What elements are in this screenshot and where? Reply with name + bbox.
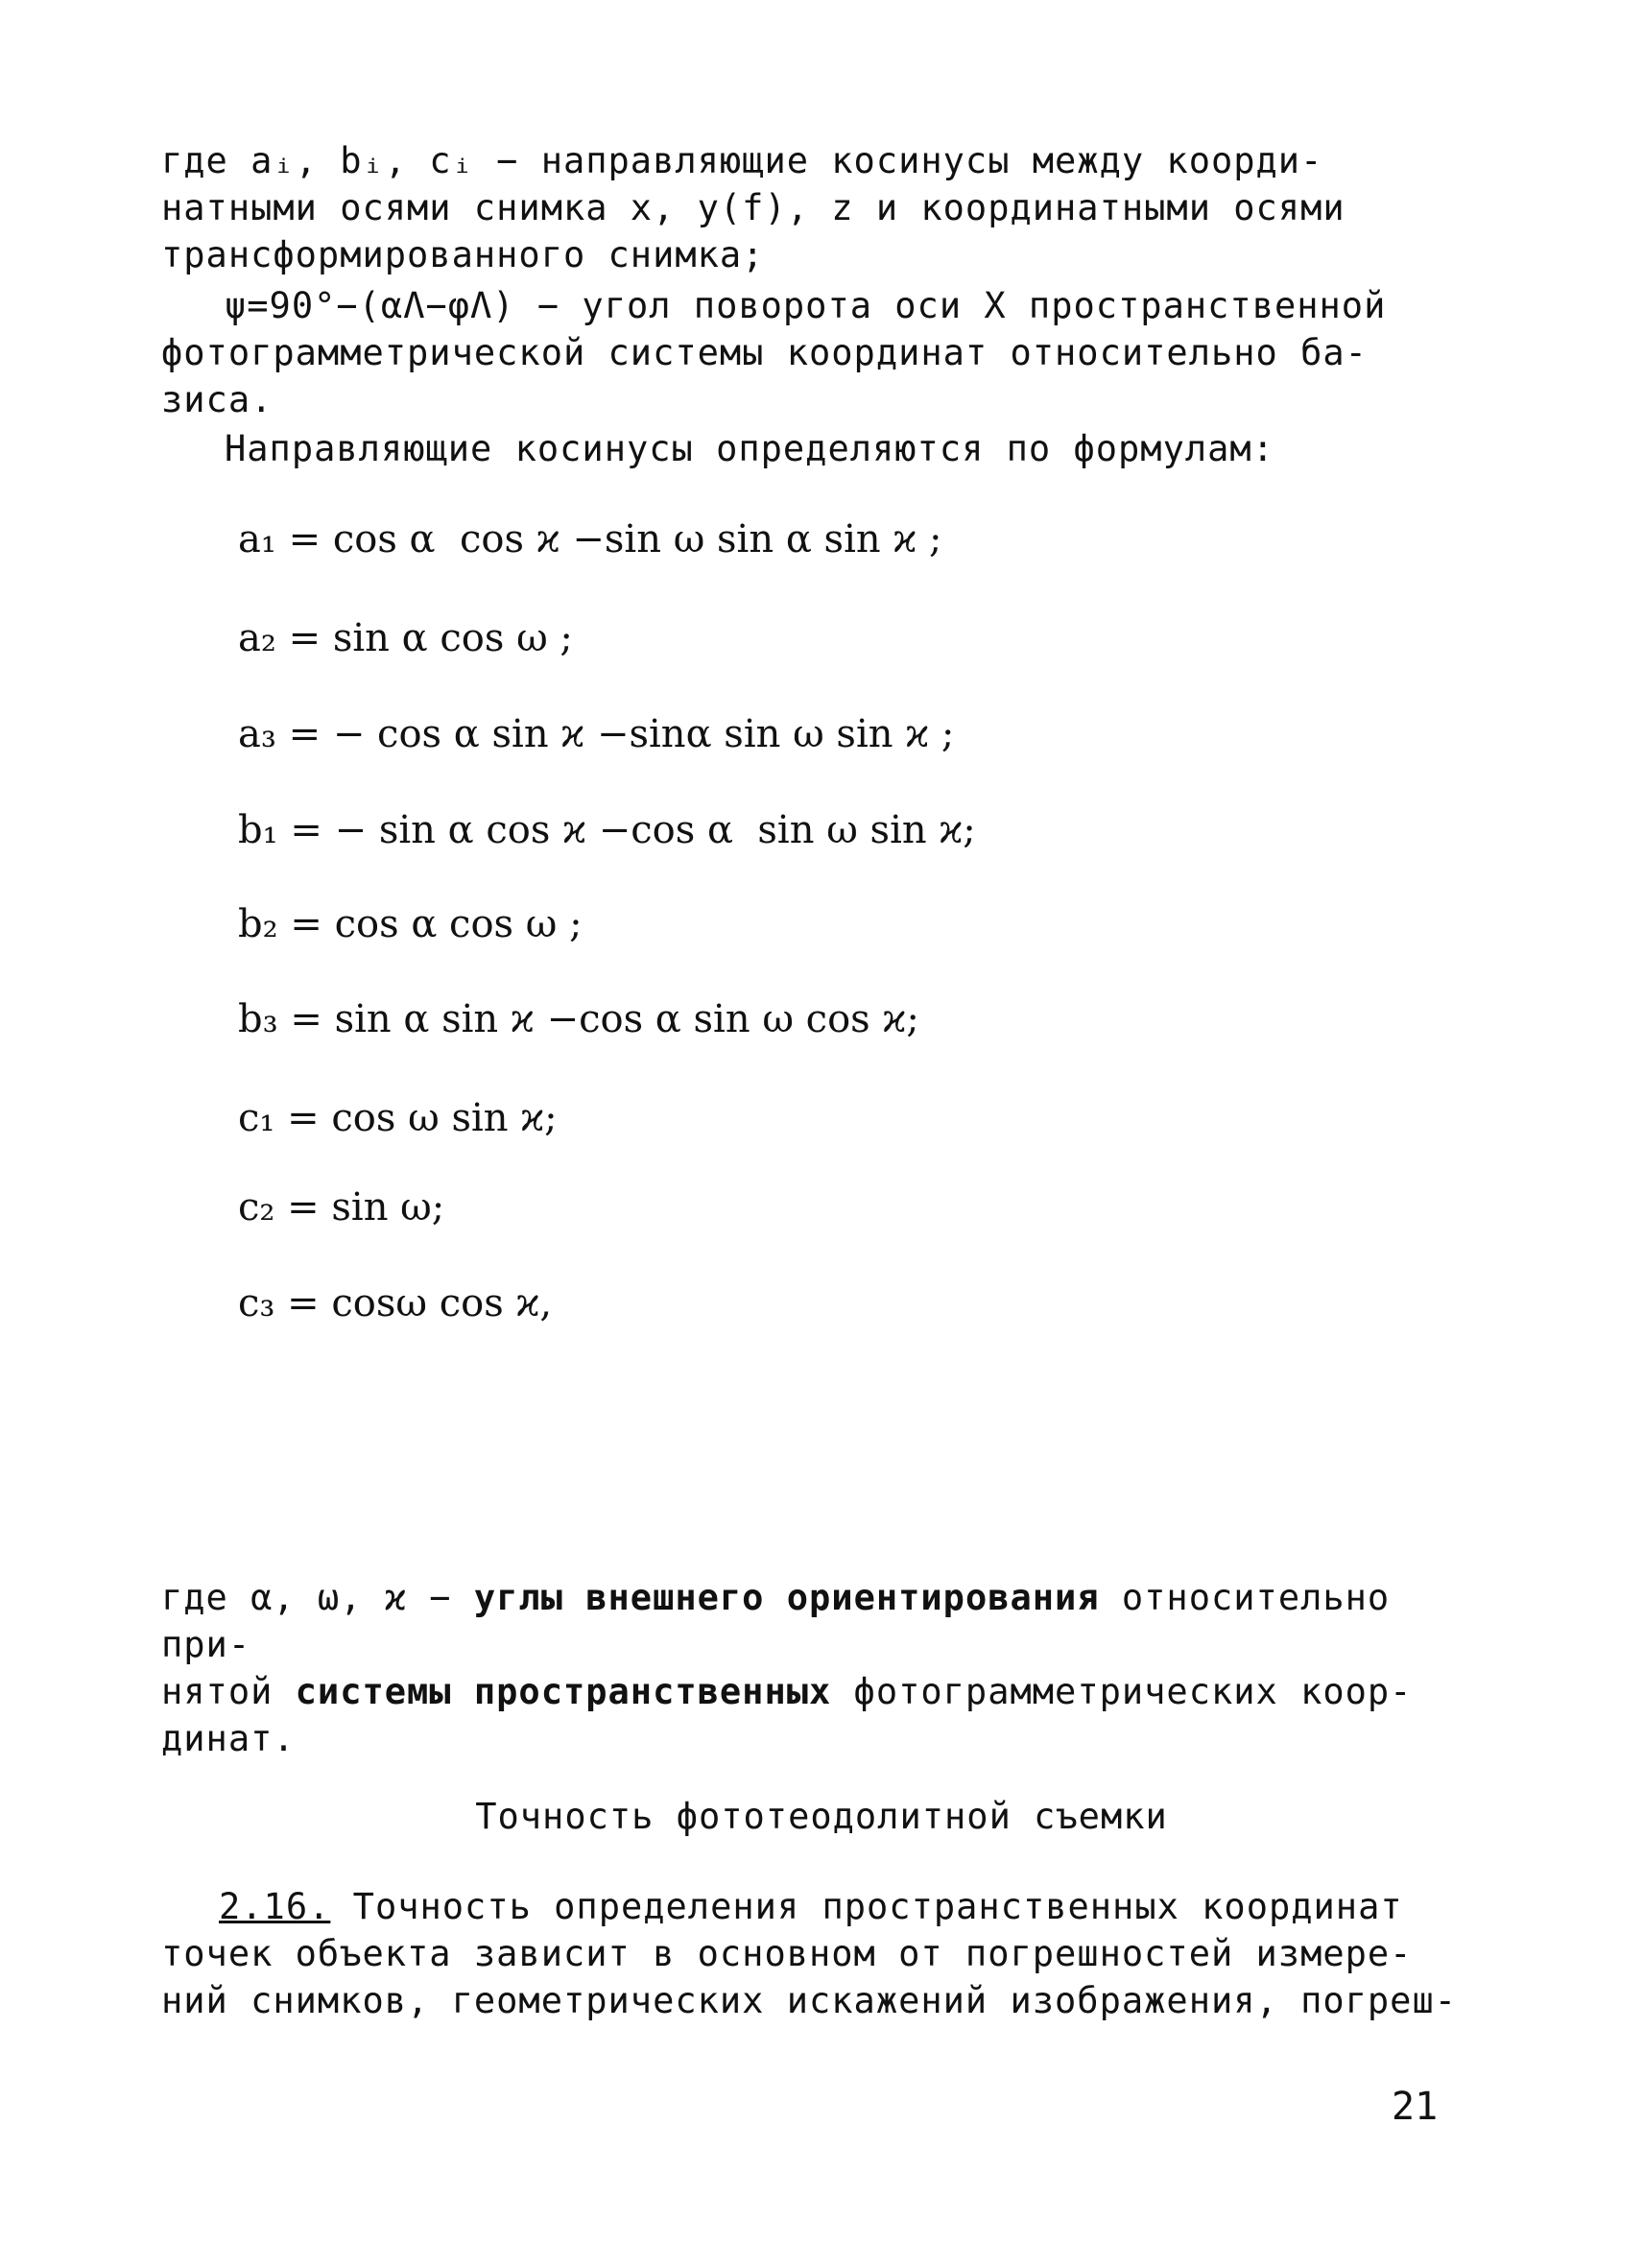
- psi-line-1: ψ=90°−(αΛ−φΛ) − угол поворота оси X пространственной: [225, 285, 1387, 326]
- formula-c2: c₂ = sin ω;: [238, 1185, 445, 1229]
- section-216-line-3: ний снимков, геометрических искажений изображения, погреш-: [161, 1980, 1458, 2021]
- psi-line-2: фотограмметрической системы координат относительно ба-: [161, 332, 1368, 373]
- angles-definition-paragraph: [161, 1574, 1457, 1762]
- angles-prefix: где α, ω, ϰ −: [161, 1577, 474, 1618]
- formula-c1: c₁ = cos ω sin ϰ;: [238, 1096, 558, 1140]
- angles-rest-1: относительно при-: [161, 1577, 1391, 1665]
- intro-paragraph: [161, 137, 1457, 278]
- intro-line-3: трансформированного снимка;: [161, 234, 765, 275]
- formula-b1: b₁ = − sin α cos ϰ −cos α sin ω sin ϰ;: [238, 808, 976, 852]
- angles-bold-2: системы пространственных: [295, 1671, 832, 1712]
- section-216-number: 2.16.: [219, 1886, 331, 1927]
- section-216-line-2: точек объекта зависит в основном от погрешностей измере-: [161, 1933, 1413, 1974]
- page-number: 21: [1392, 2085, 1439, 2129]
- intro-line-1: где aᵢ, bᵢ, cᵢ − направляющие косинусы между коорди-: [161, 140, 1323, 181]
- psi-definition-paragraph: [161, 282, 1457, 423]
- formula-a3: a₃ = − cos α sin ϰ −sinα sin ω sin ϰ ;: [238, 712, 955, 756]
- formula-c3: c₃ = cosω cos ϰ,: [238, 1281, 553, 1325]
- angles-bold-1: углы внешнего ориентирования: [473, 1577, 1100, 1618]
- formula-a1: a₁ = cos α cos ϰ −sin ω sin α sin ϰ ;: [238, 517, 942, 561]
- section-216-paragraph: [161, 1883, 1457, 2024]
- formula-b2: b₂ = cos α cos ω ;: [238, 902, 583, 946]
- section-heading: Точность фототеодолитной съемки: [475, 1796, 1168, 1837]
- formula-b3: b₃ = sin α sin ϰ −cos α sin ω cos ϰ;: [238, 997, 919, 1041]
- angles-line-3: динат.: [161, 1718, 296, 1759]
- psi-line-3: зиса.: [161, 379, 274, 420]
- cosines-intro-text: Направляющие косинусы определяются по формулам:: [225, 428, 1274, 469]
- angles-line2-post: фотограмметрических коор-: [831, 1671, 1413, 1712]
- formula-a2: a₂ = sin α cos ω ;: [238, 616, 573, 660]
- section-216-line-1: Точность определения пространственных координат: [330, 1886, 1403, 1927]
- intro-line-2: натными осями снимка x, y(f), z и координатными осями: [161, 187, 1345, 228]
- angles-line2-pre: нятой: [161, 1671, 296, 1712]
- cosines-intro: [161, 425, 1457, 472]
